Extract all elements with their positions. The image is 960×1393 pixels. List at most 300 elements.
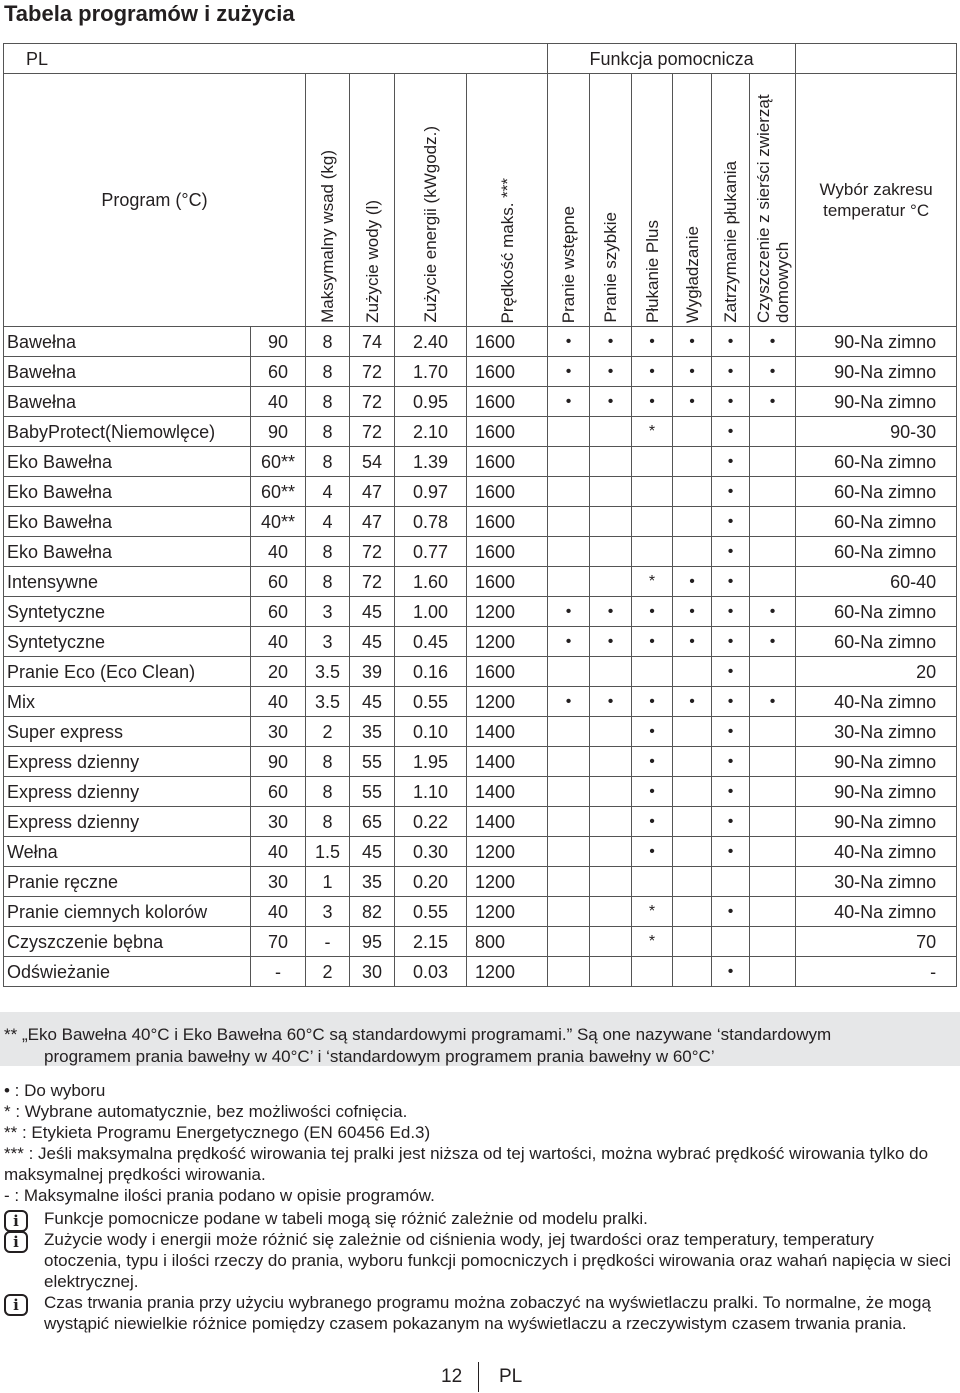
program-temp: 60 — [251, 357, 306, 387]
col-header-rinse-plus — [632, 74, 673, 327]
program-temp: 30 — [251, 867, 306, 897]
max-load: 4 — [306, 477, 350, 507]
col-header-label: Zużycie energii (kWgodz.) — [421, 126, 440, 323]
table-row — [4, 447, 957, 477]
max-load: 1 — [306, 867, 350, 897]
energy-usage: 0.95 — [395, 387, 467, 417]
program-name: Express dzienny — [4, 747, 251, 777]
max-speed: 1400 — [467, 807, 548, 837]
aux-function-mark — [750, 777, 796, 807]
aux-function-mark — [548, 567, 590, 597]
aux-function-mark: • — [632, 597, 673, 627]
aux-function-mark — [548, 927, 590, 957]
program-temp: 40 — [251, 537, 306, 567]
aux-function-mark — [673, 657, 712, 687]
aux-function-mark — [750, 867, 796, 897]
max-speed: 1400 — [467, 717, 548, 747]
info-item — [4, 1229, 954, 1292]
aux-function-mark: • — [673, 387, 712, 417]
max-load: 1.5 — [306, 837, 350, 867]
info-item — [4, 1208, 954, 1229]
aux-function-mark: • — [590, 327, 632, 357]
table-row — [4, 897, 957, 927]
max-speed: 1600 — [467, 507, 548, 537]
aux-function-mark — [673, 807, 712, 837]
program-temp: 60 — [251, 597, 306, 627]
max-load: 4 — [306, 507, 350, 537]
aux-function-mark — [590, 657, 632, 687]
aux-function-mark — [590, 567, 632, 597]
col-header-label: Płukanie Plus — [642, 219, 662, 323]
empty-header-cell — [796, 44, 957, 74]
aux-function-mark — [673, 477, 712, 507]
temp-range: 60-Na zimno — [796, 597, 957, 627]
temp-range: 60-Na zimno — [796, 537, 957, 567]
legend-dash: - : Maksymalne ilości prania podano w opisie programów. — [4, 1186, 435, 1205]
aux-function-mark: • — [712, 957, 750, 987]
aux-function-mark: • — [750, 597, 796, 627]
water-usage: 72 — [350, 387, 395, 417]
col-header-quick-wash — [590, 74, 632, 327]
aux-function-mark: • — [712, 357, 750, 387]
water-usage: 72 — [350, 357, 395, 387]
aux-function-mark — [632, 657, 673, 687]
aux-function-mark: • — [750, 357, 796, 387]
max-load: 3.5 — [306, 657, 350, 687]
aux-function-mark: • — [590, 387, 632, 417]
info-icon: i — [4, 1294, 28, 1316]
program-name: Bawełna — [4, 327, 251, 357]
max-load: - — [306, 927, 350, 957]
max-speed: 1600 — [467, 477, 548, 507]
info-text: Funkcje pomocnicze podane w tabeli mogą się różnić zależnie od modelu pralki. — [44, 1209, 648, 1228]
aux-function-mark — [590, 897, 632, 927]
max-speed: 1600 — [467, 417, 548, 447]
energy-usage: 0.30 — [395, 837, 467, 867]
table-row — [4, 507, 957, 537]
aux-function-mark — [673, 537, 712, 567]
max-load: 8 — [306, 447, 350, 477]
table-row — [4, 837, 957, 867]
aux-function-mark — [712, 927, 750, 957]
max-speed: 1200 — [467, 597, 548, 627]
table-row — [4, 327, 957, 357]
col-header-label: Pranie wstępne — [559, 205, 579, 323]
max-speed: 1200 — [467, 867, 548, 897]
aux-function-mark — [673, 897, 712, 927]
aux-function-mark — [673, 957, 712, 987]
aux-function-mark: • — [590, 597, 632, 627]
program-temp: 40 — [251, 837, 306, 867]
energy-usage: 0.16 — [395, 657, 467, 687]
table-row — [4, 747, 957, 777]
aux-function-mark: • — [673, 567, 712, 597]
water-usage: 72 — [350, 537, 395, 567]
aux-function-mark — [590, 777, 632, 807]
col-header-label: Maksymalny wsad (kg) — [318, 150, 337, 323]
program-temp: 90 — [251, 417, 306, 447]
aux-function-mark: • — [548, 687, 590, 717]
program-temp: 60** — [251, 477, 306, 507]
col-header-label: Prędkość maks. *** — [497, 177, 517, 323]
max-speed: 1200 — [467, 627, 548, 657]
temp-range: 90-30 — [796, 417, 957, 447]
aux-function-mark — [750, 927, 796, 957]
max-load: 3 — [306, 627, 350, 657]
aux-function-mark — [548, 507, 590, 537]
col-header-label: Zatrzymanie płukania — [721, 161, 741, 323]
max-load: 2 — [306, 957, 350, 987]
water-usage: 55 — [350, 777, 395, 807]
aux-function-mark: • — [750, 627, 796, 657]
energy-usage: 0.97 — [395, 477, 467, 507]
max-load: 8 — [306, 387, 350, 417]
table-row — [4, 537, 957, 567]
table-row — [4, 927, 957, 957]
aux-function-mark — [632, 477, 673, 507]
energy-usage: 1.10 — [395, 777, 467, 807]
aux-function-mark — [750, 957, 796, 987]
temp-range: 90-Na zimno — [796, 387, 957, 417]
language-code: PL — [4, 44, 548, 74]
aux-function-mark: • — [632, 807, 673, 837]
water-usage: 45 — [350, 687, 395, 717]
energy-usage: 0.55 — [395, 897, 467, 927]
max-load: 8 — [306, 537, 350, 567]
program-name: Bawełna — [4, 387, 251, 417]
aux-function-mark: • — [548, 597, 590, 627]
aux-function-mark: • — [712, 687, 750, 717]
water-usage: 74 — [350, 327, 395, 357]
temp-range: 30-Na zimno — [796, 717, 957, 747]
program-temp: 40 — [251, 627, 306, 657]
temp-range: 90-Na zimno — [796, 807, 957, 837]
col-header-temp-range: Wybór zakresu temperatur °C — [796, 74, 957, 327]
program-name: Syntetyczne — [4, 597, 251, 627]
max-load: 3.5 — [306, 687, 350, 717]
aux-function-mark — [750, 717, 796, 747]
aux-function-mark — [548, 777, 590, 807]
aux-function-mark: * — [632, 417, 673, 447]
col-header-label: Czyszczenie z sierści zwierząt domowych — [753, 94, 792, 323]
aux-function-mark: • — [712, 417, 750, 447]
temp-range: 30-Na zimno — [796, 867, 957, 897]
col-header-max-speed — [467, 74, 548, 327]
water-usage: 39 — [350, 657, 395, 687]
aux-function-mark: • — [632, 837, 673, 867]
aux-function-mark — [548, 867, 590, 897]
table-row — [4, 867, 957, 897]
energy-usage: 0.45 — [395, 627, 467, 657]
energy-usage: 1.60 — [395, 567, 467, 597]
aux-function-mark: • — [590, 357, 632, 387]
program-temp: 40** — [251, 507, 306, 537]
aux-function-mark: • — [712, 717, 750, 747]
aux-function-mark: • — [750, 687, 796, 717]
aux-function-mark — [750, 417, 796, 447]
aux-function-mark: • — [712, 777, 750, 807]
page-title: Tabela programów i zużycia — [4, 1, 295, 26]
col-header-energy — [395, 74, 467, 327]
temp-range: 60-Na zimno — [796, 627, 957, 657]
aux-function-mark — [750, 507, 796, 537]
temp-range: 60-Na zimno — [796, 447, 957, 477]
info-icon: i — [4, 1231, 28, 1253]
energy-usage: 1.95 — [395, 747, 467, 777]
aux-function-mark: • — [712, 747, 750, 777]
standard-program-note — [0, 1012, 960, 1066]
program-name: Wełna — [4, 837, 251, 867]
water-usage: 55 — [350, 747, 395, 777]
aux-function-mark — [590, 447, 632, 477]
aux-function-mark — [673, 837, 712, 867]
program-temp: 20 — [251, 657, 306, 687]
aux-function-mark — [632, 957, 673, 987]
aux-function-mark — [548, 417, 590, 447]
temp-range: 90-Na zimno — [796, 747, 957, 777]
energy-usage: 0.55 — [395, 687, 467, 717]
aux-function-mark — [590, 417, 632, 447]
aux-function-mark: • — [712, 897, 750, 927]
aux-function-mark — [590, 807, 632, 837]
aux-function-mark — [590, 537, 632, 567]
table-row — [4, 567, 957, 597]
table-row — [4, 477, 957, 507]
legend-triple-star: *** : Jeśli maksymalna prędkość wirowania tej pralki jest niższa od tej wartości, można wybrać prędkość wirowania tylko do maksymalnej prędkości wirowania. — [4, 1144, 929, 1184]
program-name: Pranie ciemnych kolorów — [4, 897, 251, 927]
aux-function-mark — [590, 477, 632, 507]
aux-function-mark — [632, 537, 673, 567]
temp-range: 40-Na zimno — [796, 897, 957, 927]
table-row — [4, 417, 957, 447]
energy-usage: 2.40 — [395, 327, 467, 357]
aux-function-mark — [750, 897, 796, 927]
aux-function-mark: • — [712, 597, 750, 627]
table-row — [4, 957, 957, 987]
program-temp: 60** — [251, 447, 306, 477]
aux-function-mark — [673, 417, 712, 447]
temp-range: 90-Na zimno — [796, 777, 957, 807]
aux-function-mark — [548, 477, 590, 507]
program-name: Eko Bawełna — [4, 447, 251, 477]
col-header-label: Pranie szybkie — [601, 212, 621, 323]
program-name: Odświeżanie — [4, 957, 251, 987]
program-temp: 40 — [251, 687, 306, 717]
aux-function-mark: • — [750, 327, 796, 357]
water-usage: 30 — [350, 957, 395, 987]
energy-usage: 1.70 — [395, 357, 467, 387]
aux-function-mark: • — [673, 357, 712, 387]
table-row — [4, 687, 957, 717]
aux-function-mark — [632, 867, 673, 897]
aux-function-mark — [590, 747, 632, 777]
aux-function-mark: • — [548, 387, 590, 417]
temp-range: 60-Na zimno — [796, 477, 957, 507]
program-name: Mix — [4, 687, 251, 717]
max-speed: 1400 — [467, 747, 548, 777]
max-speed: 1600 — [467, 537, 548, 567]
water-usage: 47 — [350, 477, 395, 507]
water-usage: 82 — [350, 897, 395, 927]
aux-function-mark: • — [590, 687, 632, 717]
max-load: 8 — [306, 747, 350, 777]
program-name: Pranie ręczne — [4, 867, 251, 897]
max-speed: 1600 — [467, 327, 548, 357]
aux-function-mark: • — [712, 657, 750, 687]
legend-star: * : Wybrane automatycznie, bez możliwości cofnięcia. — [4, 1102, 408, 1121]
aux-function-mark: • — [712, 447, 750, 477]
aux-function-mark: * — [632, 567, 673, 597]
aux-function-mark — [750, 447, 796, 477]
col-header-pet-hair — [750, 74, 796, 327]
aux-function-mark — [590, 837, 632, 867]
water-usage: 95 — [350, 927, 395, 957]
program-temp: 90 — [251, 747, 306, 777]
aux-function-mark — [712, 867, 750, 897]
note-line: programem prania bawełny w 40°C’ i ‘standardowym programem prania bawełny w 60°C’ — [44, 1047, 715, 1066]
program-name: Bawełna — [4, 357, 251, 387]
max-load: 8 — [306, 417, 350, 447]
energy-usage: 1.00 — [395, 597, 467, 627]
aux-function-mark: • — [673, 597, 712, 627]
max-load: 8 — [306, 777, 350, 807]
aux-function-mark — [750, 807, 796, 837]
energy-usage: 0.20 — [395, 867, 467, 897]
aux-function-mark — [548, 537, 590, 567]
temp-range: 60-40 — [796, 567, 957, 597]
aux-function-mark — [673, 927, 712, 957]
max-speed: 1600 — [467, 357, 548, 387]
program-header: Program (°C) — [4, 74, 306, 327]
aux-function-mark: • — [673, 327, 712, 357]
info-text: Czas trwania prania przy użyciu wybranego programu można zobaczyć na wyświetlaczu pralki. To normalne, że mogą wystąpić niewielkie różnice pomiędzy czasem pokazanym na wyświetlaczu a rzeczywistym czasem trwania prania. — [44, 1293, 931, 1333]
program-temp: 70 — [251, 927, 306, 957]
aux-function-mark — [590, 927, 632, 957]
aux-function-mark: • — [712, 387, 750, 417]
max-speed: 1200 — [467, 897, 548, 927]
energy-usage: 0.03 — [395, 957, 467, 987]
max-load: 8 — [306, 807, 350, 837]
table-row — [4, 387, 957, 417]
temp-range: 20 — [796, 657, 957, 687]
aux-function-mark — [673, 747, 712, 777]
program-name: Eko Bawełna — [4, 477, 251, 507]
note-line: ** „Eko Bawełna 40°C i Eko Bawełna 60°C są standardowymi programami.” Są one nazywane ‘standardowym — [4, 1025, 832, 1044]
max-load: 8 — [306, 567, 350, 597]
water-usage: 65 — [350, 807, 395, 837]
temp-range: 90-Na zimno — [796, 327, 957, 357]
energy-usage: 0.77 — [395, 537, 467, 567]
aux-function-mark: • — [712, 807, 750, 837]
program-temp: 40 — [251, 897, 306, 927]
aux-function-mark — [548, 807, 590, 837]
aux-function-mark — [750, 537, 796, 567]
aux-function-mark — [590, 867, 632, 897]
program-temp: 90 — [251, 327, 306, 357]
program-name: Czyszczenie bębna — [4, 927, 251, 957]
energy-usage: 0.78 — [395, 507, 467, 537]
temp-range: - — [796, 957, 957, 987]
max-load: 8 — [306, 327, 350, 357]
program-temp: 30 — [251, 807, 306, 837]
table-row — [4, 807, 957, 837]
temp-range: 40-Na zimno — [796, 687, 957, 717]
table-row — [4, 717, 957, 747]
col-header-water — [350, 74, 395, 327]
program-name: Express dzienny — [4, 777, 251, 807]
aux-function-mark — [548, 957, 590, 987]
aux-function-mark — [673, 507, 712, 537]
max-load: 3 — [306, 897, 350, 927]
aux-function-mark: • — [712, 477, 750, 507]
aux-function-mark: • — [548, 627, 590, 657]
water-usage: 35 — [350, 717, 395, 747]
water-usage: 45 — [350, 627, 395, 657]
max-speed: 1600 — [467, 447, 548, 477]
aux-function-mark — [590, 717, 632, 747]
aux-function-mark: • — [548, 327, 590, 357]
energy-usage: 1.39 — [395, 447, 467, 477]
energy-usage: 0.22 — [395, 807, 467, 837]
temp-range: 60-Na zimno — [796, 507, 957, 537]
max-speed: 1600 — [467, 567, 548, 597]
program-temp: 30 — [251, 717, 306, 747]
page-number: 12 — [441, 1366, 463, 1387]
aux-function-mark: * — [632, 927, 673, 957]
aux-function-mark: • — [673, 627, 712, 657]
temp-range: 70 — [796, 927, 957, 957]
info-text: Zużycie wody i energii może różnić się zależnie od ciśnienia wody, jej twardości oraz temperatury, temperatury otoczenia, typu i ilości rzeczy do prania, wyboru funkcji pomocniczych i prędkości wirowania oraz wahań napięcia w sieci elektrycznej. — [44, 1230, 952, 1291]
water-usage: 72 — [350, 417, 395, 447]
water-usage: 54 — [350, 447, 395, 477]
program-name: Eko Bawełna — [4, 507, 251, 537]
aux-function-mark — [548, 897, 590, 927]
program-temp: 60 — [251, 777, 306, 807]
col-header-label: Wygładzanie — [682, 225, 702, 323]
aux-function-mark: * — [632, 897, 673, 927]
aux-function-mark: • — [712, 327, 750, 357]
legend — [4, 1080, 954, 1206]
aux-function-mark — [750, 657, 796, 687]
aux-function-header: Funkcja pomocnicza — [548, 44, 796, 74]
aux-function-mark — [548, 837, 590, 867]
aux-function-mark — [590, 507, 632, 537]
aux-function-mark: • — [632, 357, 673, 387]
col-header-max-load — [306, 74, 350, 327]
energy-usage: 0.10 — [395, 717, 467, 747]
program-temp: 60 — [251, 567, 306, 597]
table-row — [4, 777, 957, 807]
col-header-prewash — [548, 74, 590, 327]
info-icon: i — [4, 1210, 28, 1232]
info-item — [4, 1292, 954, 1334]
aux-function-mark: • — [632, 687, 673, 717]
max-speed: 800 — [467, 927, 548, 957]
energy-usage: 2.15 — [395, 927, 467, 957]
aux-function-mark — [750, 747, 796, 777]
program-name: Intensywne — [4, 567, 251, 597]
aux-function-mark: • — [750, 387, 796, 417]
footer-language: PL — [499, 1366, 523, 1387]
col-header-label: Zużycie wody (l) — [362, 200, 382, 323]
max-speed: 1200 — [467, 957, 548, 987]
legend-dot: • : Do wyboru — [4, 1081, 106, 1100]
aux-function-mark — [673, 447, 712, 477]
water-usage: 45 — [350, 837, 395, 867]
program-name: Eko Bawełna — [4, 537, 251, 567]
aux-function-mark — [632, 447, 673, 477]
table-row — [4, 597, 957, 627]
